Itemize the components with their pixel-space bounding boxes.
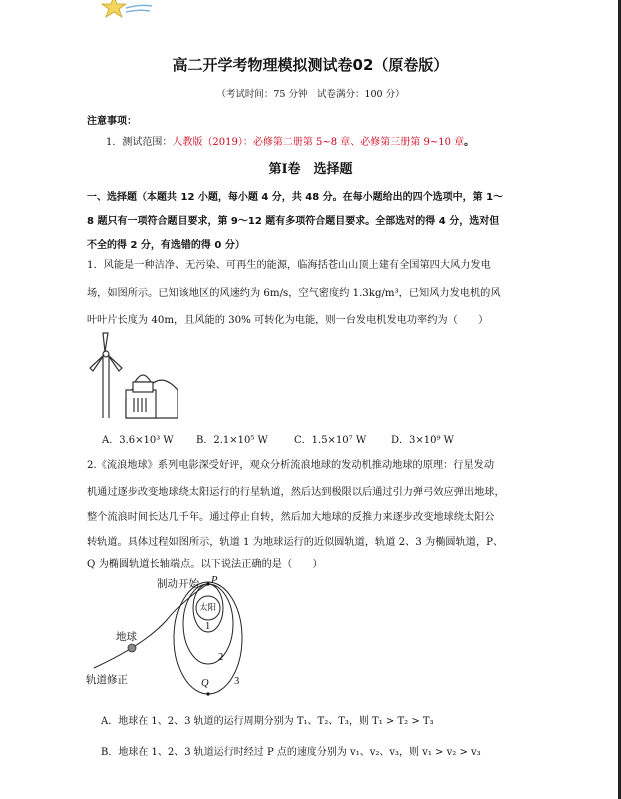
instructions-line: 不全的得 2 分，有选错的得 0 分） (87, 240, 245, 251)
earth-icon (128, 644, 136, 652)
q1-option-c: C．1.5×10⁷ W (294, 435, 367, 446)
point-p-marker (206, 582, 209, 585)
q2-line: 2.《流浪地球》系列电影深受好评，观众分析流浪地球的发动机推动地球的原理：行星发动 (87, 460, 495, 471)
earth-label: 地球 (116, 632, 137, 643)
q1-option-d: D．3×10⁹ W (391, 435, 454, 446)
orbit-1-label: 1 (205, 621, 211, 632)
notice-heading: 注意事项： (87, 116, 137, 127)
q2-line: 机通过逐步改变地球绕太阳运行的行星轨道，然后达到极限以后通过引力弹弓效应弹出地球， (87, 487, 505, 498)
q1-option-b: B．2.1×10⁵ W (196, 435, 268, 446)
wind-turbine-figure (86, 330, 178, 420)
star-logo-icon (100, 0, 160, 20)
section-title: 第Ⅰ卷 选择题 (268, 162, 353, 177)
q2-line: Q 为椭圆轨道长轴端点。以下说法正确的是（ ） (87, 559, 323, 570)
p-point-label: P (211, 575, 218, 586)
point-q-marker (206, 692, 209, 695)
q1-line: 场，如图所示。已知该地区的风速约为 6m/s，空气密度约 1.3kg/m³，已知风力发电机的风 (87, 288, 501, 299)
instructions-line: 8 题只有一项符合题目要求，第 9～12 题有多项符合题目要求。全部选对的得 4 分，选对但 (87, 216, 500, 227)
notice-suffix: 。 (464, 137, 475, 148)
page-title: 高二开学考物理模拟测试卷02（原卷版） (172, 56, 449, 74)
q1-option-a: A．3.6×10³ W (102, 435, 174, 446)
notice-item (106, 133, 474, 148)
q1-line: 1．风能是一种洁净、无污染、可再生的能源，临海括苍山山顶上建有全国第四大风力发电 (87, 260, 491, 271)
wind-turbine-icon (90, 333, 122, 418)
correction-label: 轨道修正 (86, 675, 128, 686)
notice-range: 人教版（2019）：必修第二册第 5~8 章、必修第三册第 9~10 章 (172, 137, 465, 148)
braking-start-label: 制动开始 (157, 579, 199, 590)
earth-trajectory (94, 584, 211, 668)
q2-option-b: B．地球在 1、2、3 轨道运行时经过 P 点的速度分别为 v₁、v₂、v₃，则 v₁ > v₂ > v₃ (101, 747, 481, 758)
notice-prefix: 1．测试范围： (106, 137, 173, 148)
sun-label: 太阳 (199, 602, 217, 612)
orbit-3-label: 3 (234, 676, 240, 687)
q1-line: 叶叶片长度为 40m，且风能的 30% 可转化为电能，则一台发电机发电功率约为（ ） (87, 315, 489, 326)
q2-option-a: A．地球在 1、2、3 轨道的运行周期分别为 T₁、T₂、T₃，则 T₁ > T₂ > T₃ (101, 716, 434, 727)
q-point-label: Q (201, 678, 209, 689)
q2-line: 转轨道。具体过程如图所示，轨道 1 为地球运行的近似圆轨道，轨道 2、3 为椭圆轨道，P、 (87, 537, 504, 548)
exam-info: （考试时间：75 分钟 试卷满分：100 分） (216, 89, 405, 100)
instructions-line: 一、选择题（本题共 12 小题，每小题 4 分，共 48 分。在每小题给出的四个选项中，第 1～ (87, 192, 504, 203)
orbit-2-label: 2 (218, 652, 224, 663)
building-icon (126, 375, 178, 418)
q2-line: 整个流浪时间长达几千年。通过停止自转，然后加大地球的反推力来逐步改变地球绕太阳公 (87, 512, 495, 523)
